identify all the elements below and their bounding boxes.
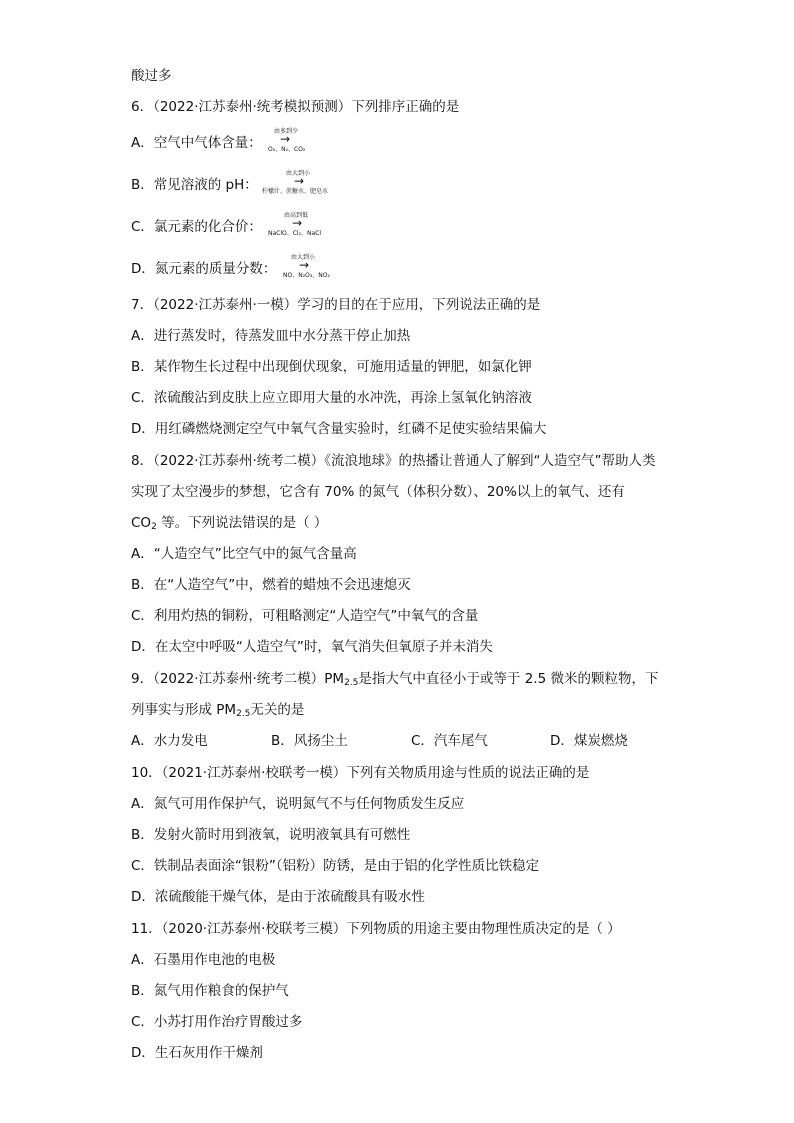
q9-option-b: B．风扬尘土 [271, 733, 348, 749]
arrow-bottom-label: NO、N₂O₃、NO₂ [283, 272, 330, 279]
arrow-bottom-label: 柠檬汁、蔗糖水、肥皂水 [262, 188, 329, 195]
q7-stem: 7．（2022·江苏泰州·一模）学习的目的在于应用，下列说法正确的是 [131, 297, 541, 313]
q9-option-a: A．水力发电 [131, 733, 208, 749]
q9-stem-post: 是指大气中直径小于或等于 2.5 微米的颗粒物，下 [358, 671, 659, 687]
q6-option-a: A．空气中气体含量： [131, 135, 262, 151]
q9-stem2-sub: 2.5 [236, 709, 251, 719]
q9-option-d: D．煤炭燃烧 [550, 733, 628, 749]
q10-option-b: B．发射火箭时用到液氧，说明液氧具有可燃性 [131, 827, 411, 843]
q8-stem-line1: 8．（2022·江苏泰州·统考二模）《流浪地球》的热播让普通人了解到“人造空气”帮助人类 [131, 453, 656, 469]
q6-option-c: C．氯元素的化合价： [131, 219, 262, 235]
q10-stem: 10．（2021·江苏泰州·校联考一模）下列有关物质用途与性质的说法正确的是 [131, 765, 590, 781]
q11-option-b: B．氮气用作粮食的保护气 [131, 983, 289, 999]
q7-option-c: C．浓硫酸沾到皮肤上应立即用大量的水冲洗，再涂上氢氧化钠溶液 [131, 390, 532, 406]
arrow-top-label: 由大到小 [286, 170, 311, 177]
q8-option-c: C．利用灼热的铜粉，可粗略测定“人造空气”中氧气的含量 [131, 608, 479, 624]
q9-stem-sub: 2.5 [344, 678, 359, 688]
q6-option-d: D．氮元素的质量分数： [131, 261, 277, 277]
q6-option-b: B．常见溶液的 pH： [131, 177, 258, 193]
q8-stem-line2: 实现了太空漫步的梦想，它含有 70% 的氮气（体积分数）、20%以上的氧气、还有 [131, 484, 625, 500]
q8-stem-sub: 2 [151, 522, 157, 532]
q8-option-b: B．在“人造空气”中，燃着的蜡烛不会迅速熄灭 [131, 577, 411, 593]
q9-stem2-post: 无关的是 [250, 702, 305, 718]
q11-option-a: A．石墨用作电池的电极 [131, 952, 276, 968]
q6-option-a-arrow [268, 128, 378, 158]
q9-stem-line2 [131, 701, 304, 719]
q11-stem: 11．（2020·江苏泰州·校联考三模）下列物质的用途主要由物理性质决定的是（ ） [131, 921, 621, 937]
q9-options-row [0, 732, 794, 752]
q9-stem2-pre: 列事实与形成 PM [131, 702, 237, 718]
arrow-top-label: 由高到低 [284, 212, 309, 219]
q6-option-b-arrow [262, 170, 372, 200]
arrow-top-label: 由多到少 [274, 128, 299, 135]
q8-option-a: A．“人造空气”比空气中的氮气含量高 [131, 546, 357, 562]
q9-stem-pre: 9．（2022·江苏泰州·统考二模）PM [131, 671, 345, 687]
q6-option-c-arrow [268, 212, 378, 242]
q11-option-d: D．生石灰用作干燥剂 [131, 1045, 263, 1061]
q7-option-b: B．某作物生长过程中出现倒伏现象，可施用适量的钾肥，如氯化钾 [131, 359, 532, 375]
q8-stem-line3 [131, 514, 327, 532]
q7-option-d: D．用红磷燃烧测定空气中氧气含量实验时，红磷不足使实验结果偏大 [131, 421, 547, 437]
q9-option-c: C．汽车尾气 [411, 733, 488, 749]
q6-option-d-arrow [283, 254, 393, 284]
intro-text: 酸过多 [131, 68, 172, 84]
q10-option-d: D．浓硫酸能干燥气体，是由于浓硫酸具有吸水性 [131, 889, 425, 905]
right-arrow-icon: → [280, 132, 291, 146]
right-arrow-icon: → [294, 174, 305, 188]
arrow-bottom-label: NaClO、Cl₂、NaCl [268, 230, 322, 237]
arrow-bottom-label: O₂、N₂、CO₂ [268, 146, 306, 153]
q8-stem-rest: 等。下列说法错误的是（ ） [156, 515, 328, 531]
q8-option-d: D．在太空中呼吸“人造空气”时，氧气消失但氧原子并未消失 [131, 639, 493, 655]
q8-stem-co: CO [131, 515, 152, 531]
q9-stem-line1 [131, 670, 658, 688]
q10-option-c: C．铁制品表面涂“银粉”（铝粉）防锈，是由于铝的化学性质比铁稳定 [131, 858, 540, 874]
q11-option-c: C．小苏打用作治疗胃酸过多 [131, 1014, 303, 1030]
right-arrow-icon: → [292, 216, 303, 230]
arrow-top-label: 由大到小 [291, 254, 316, 261]
q6-stem: 6．（2022·江苏泰州·统考模拟预测）下列排序正确的是 [131, 99, 460, 115]
q7-option-a: A．进行蒸发时，待蒸发皿中水分蒸干停止加热 [131, 328, 411, 344]
q10-option-a: A．氮气可用作保护气，说明氮气不与任何物质发生反应 [131, 796, 465, 812]
right-arrow-icon: → [299, 258, 310, 272]
